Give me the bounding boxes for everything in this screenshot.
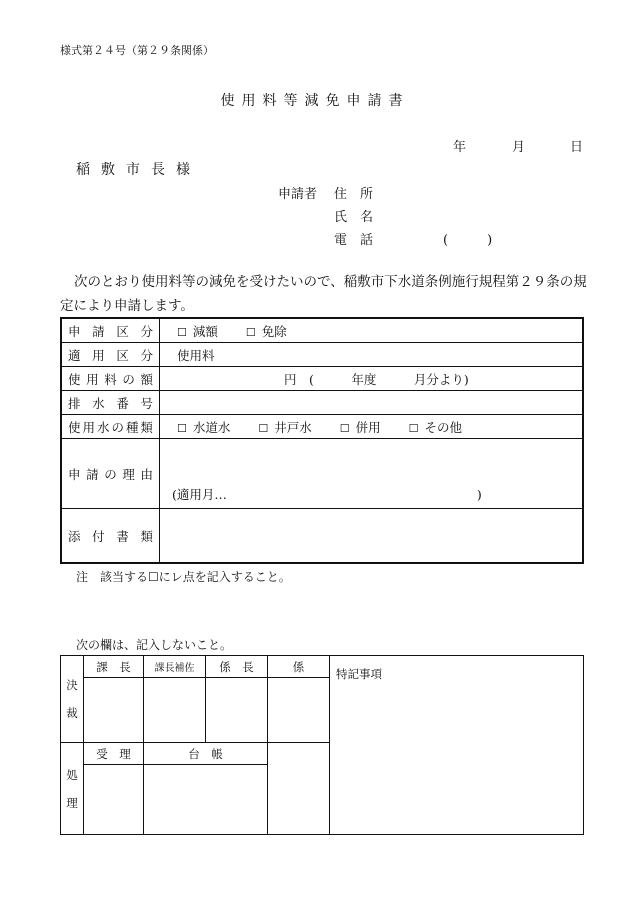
special-notes-cell[interactable]	[330, 656, 584, 835]
label-char: 申	[68, 466, 81, 482]
label-char: 書	[116, 528, 129, 544]
shori-header-receipt-text: 受 理	[96, 746, 131, 761]
stamp-cell[interactable]	[144, 678, 206, 743]
date-year-label: 年	[453, 140, 467, 155]
empty-cell	[268, 743, 330, 835]
option-exemption: 免除	[261, 323, 287, 339]
label-char: 請	[92, 323, 105, 339]
checkbox-icon[interactable]: ☐	[177, 325, 187, 339]
document-title: 使用料等減免申請書	[220, 93, 410, 109]
label-char: 排	[68, 395, 81, 411]
label-char: 額	[140, 371, 153, 387]
application-table	[60, 317, 584, 564]
stamp-cell[interactable]	[84, 678, 144, 743]
intro-paragraph: 次のとおり使用料等の減免を受けたいので、稲敷市下水道条例施行規程第２９条の規定により申請します。	[60, 274, 587, 314]
phone-label: 電 話	[334, 233, 374, 248]
kessai-header: 課長補佐	[144, 656, 206, 678]
label-char: の	[104, 466, 117, 482]
label-char: 水	[92, 395, 105, 411]
applicable-category-label	[62, 346, 159, 364]
stamp-cell[interactable]	[206, 678, 268, 743]
label-char: 用	[92, 347, 105, 363]
row-label-cell	[61, 343, 160, 367]
shori-header-receipt	[84, 743, 144, 765]
label-char: 使	[68, 419, 81, 435]
address-label: 住 所	[334, 187, 374, 202]
label-char: 号	[140, 395, 153, 411]
water-type-cell	[160, 415, 584, 439]
option-other: その他	[424, 419, 463, 435]
label-char: 分	[140, 347, 153, 363]
shori-header-ledger: 台 帳	[144, 743, 268, 765]
label-char: 請	[86, 466, 99, 482]
ledger-stamp-cell[interactable]	[144, 765, 268, 835]
table-row	[61, 318, 583, 343]
name-label: 氏 名	[334, 210, 374, 225]
option-combined: 併用	[355, 419, 381, 435]
receipt-stamp-cell[interactable]	[84, 765, 144, 835]
addressee: 稲敷市長様	[76, 162, 201, 178]
date-day-label: 日	[570, 140, 584, 155]
label-char: 用	[86, 371, 99, 387]
label-char: の	[122, 371, 135, 387]
kessai-label-cell	[61, 656, 84, 743]
checkbox-note: 注 該当する☐にレ点を記入すること。	[76, 570, 291, 584]
table-row	[61, 391, 583, 415]
checkbox-icon[interactable]: ☐	[258, 421, 269, 435]
label-char: 適	[68, 347, 81, 363]
date-month-label: 月	[512, 140, 526, 155]
label-char: 付	[92, 528, 105, 544]
label-char: の	[111, 419, 124, 435]
form-number: 様式第２４号（第２９条関係）	[60, 44, 214, 57]
fee-amount-label	[62, 370, 159, 388]
table-row	[61, 439, 583, 509]
table-row	[61, 343, 583, 367]
shori-label: 処理	[66, 767, 78, 810]
row-label-cell	[61, 509, 160, 564]
water-type-label	[62, 418, 159, 436]
row-label-cell	[61, 391, 160, 415]
row-label-cell	[61, 415, 160, 439]
checkbox-icon[interactable]: ☐	[177, 421, 187, 435]
label-char: 使	[68, 371, 81, 387]
kessai-header: 係	[268, 656, 330, 678]
table-row	[61, 656, 584, 678]
row-label-cell	[61, 367, 160, 391]
table-row	[61, 509, 583, 564]
row-label-cell	[61, 318, 160, 343]
office-use-note: 次の欄は、記入しないこと。	[76, 638, 233, 652]
applicable-category-value: 使用料	[160, 343, 584, 367]
label-char: 区	[116, 347, 129, 363]
label-char: 水	[96, 419, 110, 435]
label-char: 分	[140, 323, 153, 339]
checkbox-icon[interactable]: ☐	[339, 421, 350, 435]
label-char: 理	[122, 466, 135, 482]
kessai-label: 決裁	[66, 678, 78, 720]
label-char: 用	[82, 419, 95, 435]
label-char: 添	[68, 528, 81, 544]
checkbox-icon[interactable]: ☐	[408, 421, 419, 435]
option-reduction: 減額	[192, 323, 218, 339]
table-row	[61, 367, 583, 391]
label-char: 類	[140, 528, 153, 544]
table-row	[61, 415, 583, 439]
label-char: 番	[116, 395, 129, 411]
category-label	[62, 322, 159, 340]
label-char: 申	[68, 323, 81, 339]
applicant-label: 申請者	[278, 187, 318, 202]
special-notes-label: 特記事項	[336, 667, 382, 681]
label-char: 区	[116, 323, 129, 339]
kessai-header: 係 長	[206, 656, 268, 678]
label-char: 料	[104, 371, 117, 387]
fee-amount-value[interactable]: 円 ( 年度 月分より)	[160, 367, 584, 391]
label-char: 由	[140, 466, 153, 482]
row-label-cell	[61, 439, 160, 509]
reason-label	[62, 465, 159, 483]
attachments-label	[62, 527, 159, 545]
drain-number-field[interactable]	[160, 391, 584, 415]
office-use-table	[60, 655, 584, 835]
option-tap-water: 水道水	[192, 419, 231, 435]
category-cell	[160, 318, 584, 343]
label-char: 種	[125, 419, 139, 435]
label-char: 類	[140, 419, 153, 435]
shori-label-cell	[61, 743, 84, 835]
drain-number-label	[62, 394, 159, 412]
checkbox-icon[interactable]: ☐	[245, 325, 256, 339]
stamp-cell[interactable]	[268, 678, 330, 743]
attachments-field[interactable]	[160, 509, 584, 564]
kessai-header: 課 長	[84, 656, 144, 678]
reason-field[interactable]: (適用月… )	[160, 439, 584, 509]
phone-parens: ( )	[443, 233, 493, 248]
option-well-water: 井戸水	[274, 419, 312, 435]
